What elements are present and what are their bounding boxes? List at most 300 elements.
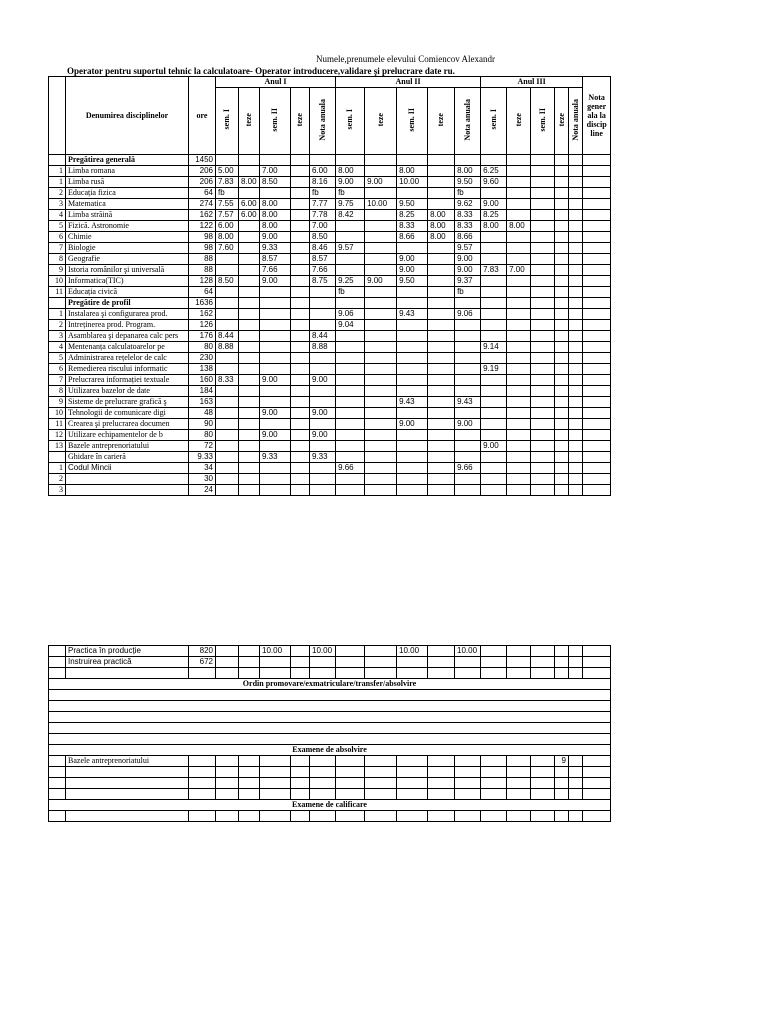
empty-cell	[260, 767, 291, 778]
empty-row	[49, 668, 611, 679]
grade-cell	[507, 309, 531, 320]
grade-cell	[455, 375, 481, 386]
grade-cell	[365, 265, 397, 276]
grade-cell: 9.00	[397, 265, 428, 276]
empty-cell	[507, 778, 531, 789]
grade-cell	[336, 386, 365, 397]
grade-cell: 8.46	[310, 243, 336, 254]
table-row	[49, 232, 611, 243]
grade-cell	[336, 375, 365, 386]
grade-cell: 8.00	[397, 166, 428, 177]
grade-cell	[569, 177, 583, 188]
row-index: 5	[49, 221, 66, 232]
grade-cell	[428, 243, 455, 254]
grade-cell	[455, 320, 481, 331]
row-index: 11	[49, 419, 66, 430]
grade-cell	[481, 657, 507, 668]
empty-cell	[365, 668, 397, 679]
empty-cell	[455, 811, 481, 822]
grade-cell	[481, 430, 507, 441]
grade-cell	[583, 298, 611, 309]
grade-cell	[397, 342, 428, 353]
grade-cell	[291, 210, 310, 221]
grade-cell	[428, 430, 455, 441]
grade-cell	[481, 298, 507, 309]
empty-cell	[569, 756, 583, 767]
grade-cell	[507, 485, 531, 496]
grade-cell	[260, 485, 291, 496]
grade-cell	[583, 657, 611, 668]
grade-cell	[555, 441, 569, 452]
grade-cell: 8.50	[310, 232, 336, 243]
empty-cell	[216, 756, 239, 767]
grade-cell	[336, 353, 365, 364]
grade-cell	[239, 353, 260, 364]
grade-cell	[481, 287, 507, 298]
y1-sem2-header: sem. II	[260, 88, 291, 155]
grade-cell: 9.19	[481, 364, 507, 375]
grade-cell: 9.00	[260, 276, 291, 287]
grade-cell	[555, 287, 569, 298]
grade-cell	[365, 331, 397, 342]
grade-cell	[397, 243, 428, 254]
grade-cell	[583, 188, 611, 199]
table-row	[49, 474, 611, 485]
grade-cell: 8.00	[507, 221, 531, 232]
discipline-name: Informatica(TIC)	[66, 276, 189, 287]
order-row	[49, 701, 611, 712]
y3-annual-header: Nota anuala	[569, 88, 583, 155]
row-index: 11	[49, 287, 66, 298]
index-header	[49, 77, 66, 155]
hours-cell: 128	[189, 276, 216, 287]
grade-cell	[216, 441, 239, 452]
grade-cell	[260, 441, 291, 452]
grade-cell	[569, 430, 583, 441]
practice-name: Instruirea practică	[66, 657, 189, 668]
grade-cell	[365, 309, 397, 320]
grade-cell	[531, 397, 555, 408]
grade-cell: 9.00	[455, 419, 481, 430]
grade-cell: 8.88	[310, 342, 336, 353]
empty-cell	[481, 778, 507, 789]
grade-cell	[455, 155, 481, 166]
grade-cell	[291, 188, 310, 199]
discipline-name: Administrarea rețelelor de calc	[66, 353, 189, 364]
grade-cell	[555, 353, 569, 364]
table-row	[49, 188, 611, 199]
grade-cell	[260, 155, 291, 166]
grade-cell	[239, 221, 260, 232]
grade-cell: 8.33	[216, 375, 239, 386]
empty-cell	[397, 789, 428, 800]
grade-cell	[569, 441, 583, 452]
grade-cell	[481, 474, 507, 485]
row-index: 2	[49, 474, 66, 485]
empty-cell	[569, 767, 583, 778]
grade-cell	[428, 188, 455, 199]
grade-cell	[239, 342, 260, 353]
grade-cell	[583, 331, 611, 342]
grade-cell	[216, 485, 239, 496]
y1-teze-header: teze	[239, 88, 260, 155]
grade-cell: 7.00	[507, 265, 531, 276]
grade-cell	[569, 474, 583, 485]
grade-cell: 7.77	[310, 199, 336, 210]
grade-cell	[531, 276, 555, 287]
hours-cell: 80	[189, 342, 216, 353]
grade-cell	[216, 320, 239, 331]
grade-cell	[428, 408, 455, 419]
grade-cell	[291, 397, 310, 408]
grade-cell	[569, 646, 583, 657]
discipline-name	[66, 485, 189, 496]
grade-cell	[569, 452, 583, 463]
grade-cell: 8.00	[260, 221, 291, 232]
empty-cell	[260, 789, 291, 800]
grade-cell	[583, 309, 611, 320]
grade-cell	[555, 199, 569, 210]
grade-cell: 9.50	[397, 199, 428, 210]
practice-row	[49, 646, 611, 657]
empty-cell	[49, 778, 66, 789]
grade-cell	[239, 309, 260, 320]
grade-cell	[583, 485, 611, 496]
hours-cell: 820	[189, 646, 216, 657]
empty-cell	[481, 789, 507, 800]
grade-cell	[583, 232, 611, 243]
grade-cell	[291, 232, 310, 243]
grade-cell: 7.55	[216, 199, 239, 210]
grade-cell: 9.00	[310, 375, 336, 386]
grade-cell: 10.00	[397, 177, 428, 188]
grade-cell	[555, 254, 569, 265]
grade-cell: 9.57	[336, 243, 365, 254]
grade-cell	[239, 474, 260, 485]
empty-cell	[336, 778, 365, 789]
empty-cell	[336, 756, 365, 767]
grade-cell	[481, 276, 507, 287]
grade-cell	[428, 485, 455, 496]
empty-cell	[189, 778, 216, 789]
grade-cell	[531, 210, 555, 221]
grade-cell	[291, 276, 310, 287]
grade-cell: fb	[455, 287, 481, 298]
grade-cell	[239, 657, 260, 668]
table-row	[49, 375, 611, 386]
y2-sem2-header: sem. II	[397, 88, 428, 155]
grade-cell	[531, 386, 555, 397]
hours-cell: 80	[189, 430, 216, 441]
row-index: 1	[49, 166, 66, 177]
empty-cell	[428, 668, 455, 679]
grade-cell	[336, 485, 365, 496]
grade-cell	[455, 331, 481, 342]
practice-name: Practica în producție	[66, 646, 189, 657]
grade-cell	[336, 657, 365, 668]
empty-cell	[336, 668, 365, 679]
grade-cell: 8.00	[455, 166, 481, 177]
grade-cell: 7.83	[216, 177, 239, 188]
grade-cell	[336, 221, 365, 232]
grade-cell	[365, 657, 397, 668]
grade-cell: 8.88	[216, 342, 239, 353]
grade-cell	[239, 155, 260, 166]
grade-cell	[455, 408, 481, 419]
hours-cell: 206	[189, 177, 216, 188]
grade-cell	[365, 408, 397, 419]
practice-row	[49, 657, 611, 668]
empty-cell	[310, 668, 336, 679]
grade-cell	[569, 485, 583, 496]
grade-cell	[481, 320, 507, 331]
grade-cell: 9.00	[481, 199, 507, 210]
grade-cell	[397, 474, 428, 485]
empty-cell	[555, 811, 569, 822]
table-row	[49, 287, 611, 298]
grade-cell: fb	[455, 188, 481, 199]
grade-cell	[239, 419, 260, 430]
empty-cell	[291, 756, 310, 767]
section-order-title: Ordin promovare/exmatriculare/transfer/absolvire	[49, 679, 611, 690]
grade-cell	[507, 342, 531, 353]
discipline-name: Mentenanța calculatoarelor pe	[66, 342, 189, 353]
grade-cell	[569, 188, 583, 199]
discipline-name: Limba străină	[66, 210, 189, 221]
grade-cell	[455, 353, 481, 364]
grade-cell	[455, 452, 481, 463]
grade-cell	[291, 657, 310, 668]
grade-cell	[310, 364, 336, 375]
grade-cell	[365, 320, 397, 331]
grade-cell: 7.60	[216, 243, 239, 254]
grade-cell	[428, 155, 455, 166]
grade-cell: 8.50	[216, 276, 239, 287]
grade-cell	[507, 320, 531, 331]
grade-cell	[336, 254, 365, 265]
empty-cell	[365, 767, 397, 778]
grade-cell	[583, 287, 611, 298]
grade-cell	[507, 463, 531, 474]
grade-cell	[239, 430, 260, 441]
grade-cell	[216, 309, 239, 320]
row-index: 2	[49, 320, 66, 331]
grade-cell	[239, 485, 260, 496]
grade-cell	[531, 320, 555, 331]
grade-cell	[583, 221, 611, 232]
grade-cell: 7.66	[260, 265, 291, 276]
grade-cell	[310, 474, 336, 485]
grade-cell	[291, 463, 310, 474]
grade-cell	[239, 375, 260, 386]
empty-cell	[569, 811, 583, 822]
grade-cell: 7.83	[481, 265, 507, 276]
grade-cell	[239, 646, 260, 657]
grade-cell	[507, 188, 531, 199]
grade-cell	[291, 353, 310, 364]
grade-cell	[310, 397, 336, 408]
grade-cell: fb	[336, 287, 365, 298]
grade-cell	[428, 364, 455, 375]
grade-cell	[216, 287, 239, 298]
grade-cell: 7.00	[310, 221, 336, 232]
empty-cell	[189, 668, 216, 679]
empty-cell	[365, 778, 397, 789]
grade-cell	[428, 265, 455, 276]
empty-cell	[49, 767, 66, 778]
grade-cell	[555, 646, 569, 657]
empty-cell	[397, 778, 428, 789]
empty-cell	[291, 811, 310, 822]
grade-cell	[365, 364, 397, 375]
hours-cell: 206	[189, 166, 216, 177]
table-row	[49, 463, 611, 474]
empty-cell	[583, 668, 611, 679]
grade-cell	[239, 408, 260, 419]
hours-cell: 126	[189, 320, 216, 331]
final-grade-header: Nota gener ala la discip line	[583, 77, 611, 155]
grade-cell: 8.00	[216, 232, 239, 243]
grade-cell	[555, 386, 569, 397]
empty-cell	[49, 789, 66, 800]
grade-cell	[428, 177, 455, 188]
empty-cell	[260, 668, 291, 679]
empty-cell	[397, 811, 428, 822]
grade-cell	[555, 419, 569, 430]
grade-cell	[310, 441, 336, 452]
y1-annual-header: Nota anuala	[310, 88, 336, 155]
grade-cell	[365, 298, 397, 309]
grade-cell: 9.43	[455, 397, 481, 408]
table-row	[49, 276, 611, 287]
table-row	[49, 430, 611, 441]
grade-cell: 9.00	[365, 276, 397, 287]
empty-cell	[507, 789, 531, 800]
grade-cell	[481, 309, 507, 320]
empty-cell	[531, 789, 555, 800]
grade-cell	[397, 452, 428, 463]
grade-cell	[507, 210, 531, 221]
grade-cell	[531, 309, 555, 320]
grade-cell	[583, 254, 611, 265]
y3-sem2-header: sem. II	[531, 88, 555, 155]
grade-cell	[455, 657, 481, 668]
grade-cell	[555, 397, 569, 408]
hours-cell: 64	[189, 287, 216, 298]
grade-cell: 8.00	[481, 221, 507, 232]
grade-cell	[531, 646, 555, 657]
grade-cell	[555, 265, 569, 276]
grade-cell	[397, 320, 428, 331]
grade-cell	[583, 342, 611, 353]
row-index: 5	[49, 353, 66, 364]
hours-cell: 122	[189, 221, 216, 232]
grade-cell	[531, 188, 555, 199]
empty-cell	[291, 668, 310, 679]
grade-cell	[507, 408, 531, 419]
grade-cell	[310, 485, 336, 496]
empty-cell	[397, 767, 428, 778]
grade-cell	[531, 254, 555, 265]
grade-cell	[507, 474, 531, 485]
grade-cell	[583, 364, 611, 375]
grade-cell	[216, 452, 239, 463]
row-index: 4	[49, 210, 66, 221]
grade-cell	[397, 441, 428, 452]
section-calificare	[49, 800, 611, 811]
empty-cell	[291, 767, 310, 778]
grade-cell: 9.50	[397, 276, 428, 287]
grade-cell	[531, 331, 555, 342]
empty-cell	[397, 668, 428, 679]
grade-cell	[481, 353, 507, 364]
grade-cell	[310, 320, 336, 331]
empty-cell	[428, 778, 455, 789]
grade-cell: 9.33	[260, 243, 291, 254]
grade-cell: fb	[310, 188, 336, 199]
grade-cell	[481, 254, 507, 265]
grade-cell	[365, 474, 397, 485]
order-row	[49, 723, 611, 734]
grade-cell	[569, 364, 583, 375]
grade-cell	[310, 353, 336, 364]
grade-cell	[397, 657, 428, 668]
grade-cell	[291, 375, 310, 386]
grade-cell	[260, 657, 291, 668]
grade-cell	[507, 177, 531, 188]
row-index: 3	[49, 199, 66, 210]
grade-cell: 9.00	[310, 430, 336, 441]
grade-cell	[531, 452, 555, 463]
grade-cell	[481, 463, 507, 474]
grade-cell: 9.33	[310, 452, 336, 463]
grade-cell	[365, 342, 397, 353]
empty-cell	[531, 756, 555, 767]
grade-cell	[365, 155, 397, 166]
empty-cell	[291, 789, 310, 800]
empty-cell	[455, 756, 481, 767]
grade-cell	[216, 364, 239, 375]
hours-cell: 34	[189, 463, 216, 474]
grade-cell	[291, 474, 310, 485]
discipline-name: Remedierea riscului informatic	[66, 364, 189, 375]
grade-cell	[531, 265, 555, 276]
grade-cell: 9.25	[336, 276, 365, 287]
empty-cell	[531, 811, 555, 822]
empty-cell	[49, 668, 66, 679]
hours-cell: 30	[189, 474, 216, 485]
row-index	[49, 298, 66, 309]
grade-cell	[365, 463, 397, 474]
grade-cell	[583, 177, 611, 188]
empty-cell	[239, 811, 260, 822]
table-row	[49, 397, 611, 408]
grade-cell	[428, 375, 455, 386]
grade-cell	[216, 298, 239, 309]
empty-cell	[397, 756, 428, 767]
row-index: 7	[49, 243, 66, 254]
grade-cell	[569, 320, 583, 331]
grade-cell	[291, 419, 310, 430]
grade-cell	[569, 155, 583, 166]
grade-cell: 7.00	[260, 166, 291, 177]
grade-cell	[260, 188, 291, 199]
row-index: 3	[49, 485, 66, 496]
grade-cell: 8.00	[428, 210, 455, 221]
grade-cell: 9.00	[455, 254, 481, 265]
grade-cell: 9.00	[260, 375, 291, 386]
grade-cell	[569, 353, 583, 364]
